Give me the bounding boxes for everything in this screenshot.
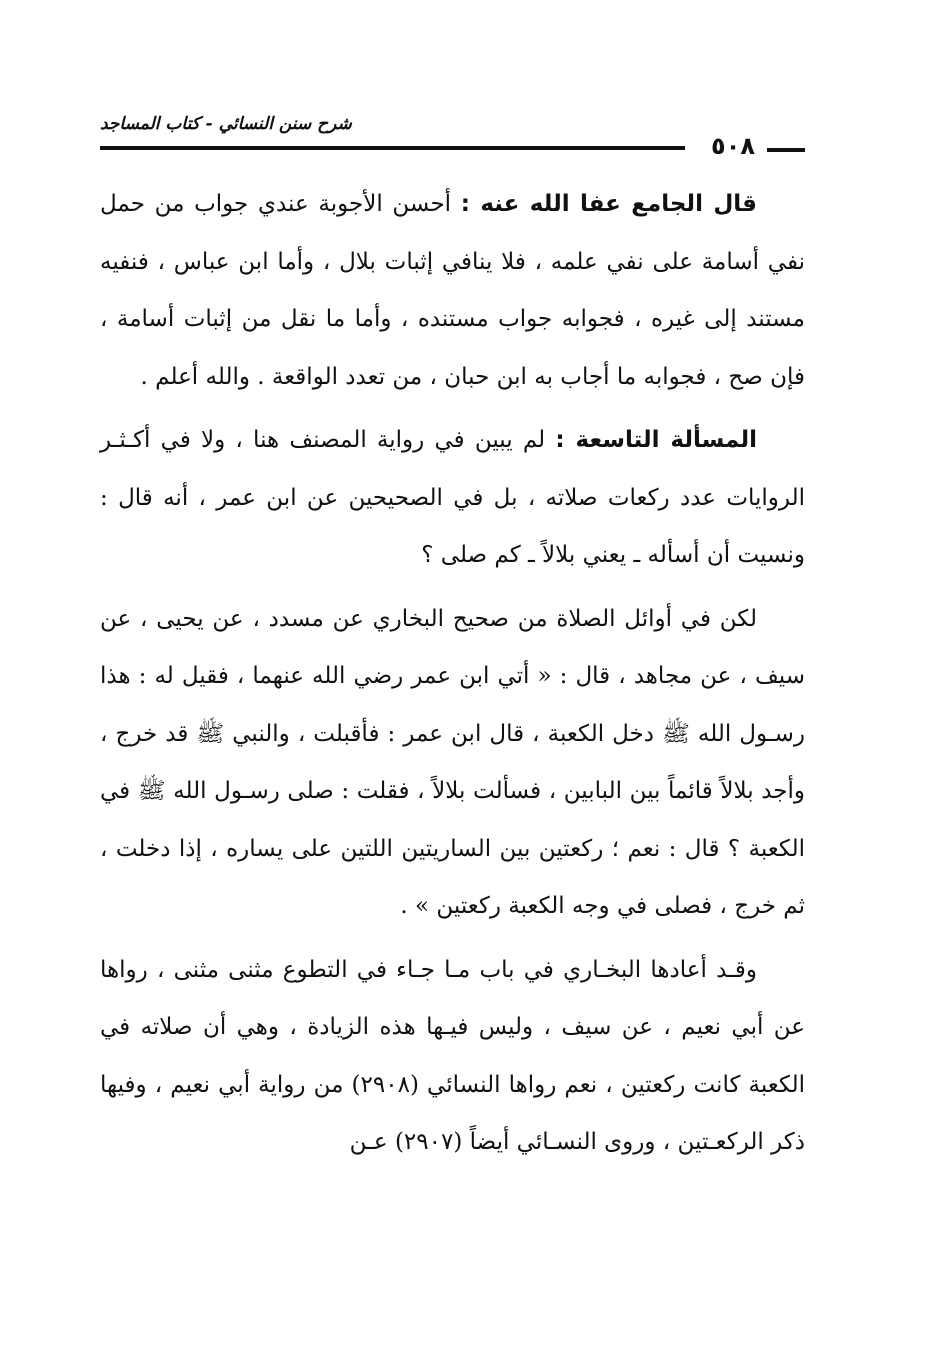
page-number-dash — [767, 148, 805, 152]
page-header — [100, 108, 805, 168]
paragraph-1-text: أحسن الأجوبة عندي جواب من حمل نفي أسامة على نفي علمه ، فلا ينافي إثبات بلال ، وأما ابن عباس ، فنفيه مستند إلى غيره ، فجوابه جواب مستنده ، وأما ما نقل من إثبات أسامة ، فإن صح ، فجوابه ما أجاب به ابن حبان ، من تعدد الواقعة . والله أعلم . — [100, 191, 805, 390]
running-title: شرح سنن النسائي - كتاب المساجد — [100, 114, 352, 134]
header-rule — [100, 146, 685, 150]
paragraph-4-text: وقـد أعادها البخـاري في باب مـا جـاء في التطوع مثنى مثنى ، رواها عن أبي نعيم ، عن سيف ، وليس فيـها هذه الزيادة ، وهي أن صلاته في الكعبة كانت ركعتين ، نعم رواها النسائي (٢٩٠٨) من رواية أبي نعيم ، وفيها ذكر الركعـتين ، وروى النسـائي أيضاً (٢٩٠٧) عـن — [100, 956, 805, 1155]
paragraph-3-text: لكن في أوائل الصلاة من صحيح البخاري عن مسدد ، عن يحيى ، عن سيف ، عن مجاهد ، قال : « أتي ابن عمر رضي الله عنهما ، فقيل له : هذا رسـول الله ﷺ دخل الكعبة ، قال ابن عمر : فأقبلت ، والنبي ﷺ قد خرج ، وأجد بلالاً قائماً بين البابين ، فسألت بلالاً ، فقلت : صلى رسـول الله ﷺ في الكعبة ؟ قال : نعم ؛ ركعتين بين الساريتين اللتين على يساره ، إذا دخلت ، ثم خرج ، فصلى في وجه الكعبة ركعتين » . — [100, 605, 805, 919]
page-number: ٥٠٨ — [711, 132, 755, 160]
body-text — [100, 176, 805, 1172]
paragraph-3 — [100, 591, 805, 936]
paragraph-2 — [100, 412, 805, 585]
paragraph-2-text: لم يبين في رواية المصنف هنا ، ولا في أكـثـر الروايات عدد ركعات صلاته ، بل في الصحيحين عن ابن عمر ، أنه قال : ونسيت أن أسأله ـ يعني بلالاً ـ كم صلى ؟ — [100, 427, 805, 568]
paragraph-4 — [100, 942, 805, 1172]
paragraph-2-lead: المسألة التاسعة : — [555, 427, 757, 453]
paragraph-1 — [100, 176, 805, 406]
paragraph-1-lead: قال الجامع عفا الله عنه : — [460, 191, 757, 217]
